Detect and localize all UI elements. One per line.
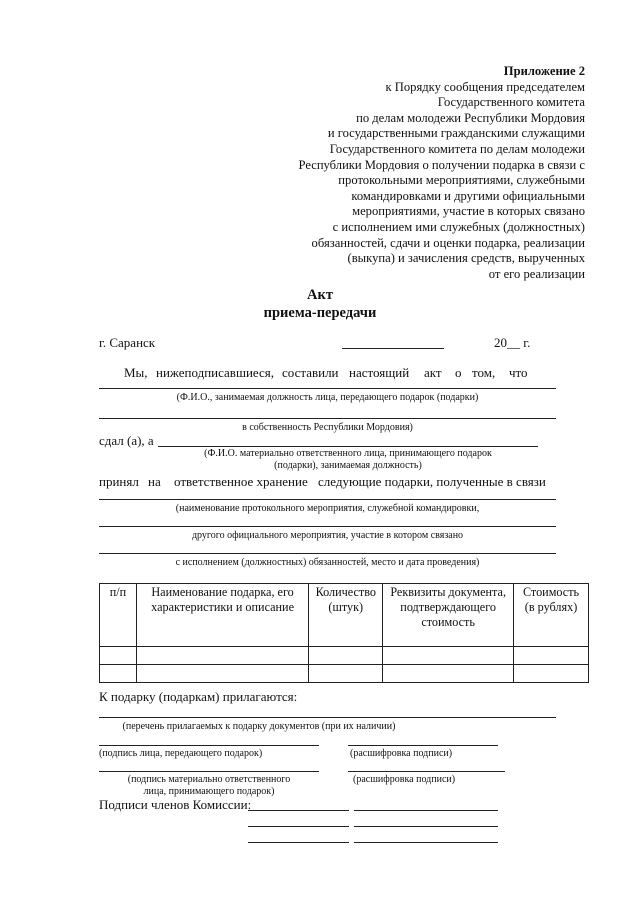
- accepted-word: ответственное хранение: [174, 474, 308, 489]
- appendix-line: Государственного комитета по делам молодежи: [329, 141, 585, 156]
- intro-word: настоящий: [349, 365, 410, 380]
- receiver-signature-field[interactable]: [99, 771, 319, 772]
- caption-transfer-signature: (подпись лица, передающего подарок): [99, 748, 263, 759]
- ownership-field[interactable]: [99, 418, 556, 419]
- appendix-line: и государственными гражданскими служащими: [327, 126, 585, 141]
- transfer-fio-field[interactable]: [99, 388, 556, 389]
- intro-word: о: [455, 365, 462, 380]
- appendix-line: командировками и другими официальными: [351, 188, 585, 203]
- table-cell[interactable]: [383, 665, 514, 683]
- commission-decode-field[interactable]: [354, 842, 498, 843]
- table-header-row: [100, 584, 589, 647]
- accepted-word: принял: [99, 474, 139, 489]
- header-cell-quantity: Количество (штук): [309, 584, 383, 647]
- commission-decode-field[interactable]: [354, 810, 498, 811]
- appendix-title: Приложение 2: [503, 64, 585, 78]
- appendix-line: по делам молодежи Республики Мордовия: [356, 110, 585, 125]
- table-cell[interactable]: [100, 665, 137, 683]
- event-field-3[interactable]: [99, 553, 556, 554]
- table-cell[interactable]: [100, 647, 137, 665]
- commission-signature-field[interactable]: [248, 826, 349, 827]
- appendix-line: протокольными мероприятиями, служебными: [338, 173, 585, 188]
- table-cell[interactable]: [514, 647, 589, 665]
- caption-receiver-signature-2: лица, принимающего подарок): [143, 786, 275, 797]
- table-cell[interactable]: [383, 647, 514, 665]
- receiver-fio-field[interactable]: [158, 446, 538, 447]
- table-row: [100, 647, 589, 665]
- intro-word: акт: [424, 365, 442, 380]
- receiver-decode-field[interactable]: [348, 771, 505, 772]
- table-cell[interactable]: [136, 665, 308, 683]
- accepted-word: следующие подарки, полученные в связи: [318, 474, 546, 489]
- caption-event-1: (наименование протокольного мероприятия, служебной командировки,: [175, 503, 480, 514]
- date-field[interactable]: [342, 348, 444, 349]
- appendix-header: [298, 64, 585, 282]
- event-field-2[interactable]: [99, 526, 556, 527]
- header-cell-name: Наименование подарка, его характеристики и описание: [136, 584, 308, 647]
- intro-word: составили: [282, 365, 339, 380]
- year-label: 20__ г.: [494, 335, 531, 350]
- table-cell[interactable]: [514, 665, 589, 683]
- act-title: Акт: [307, 287, 333, 303]
- transfer-decode-field[interactable]: [348, 745, 498, 746]
- appendix-line: Государственного комитета: [437, 95, 585, 110]
- caption-transfer-fio: (Ф.И.О., занимаемая должность лица, передающего подарок (подарки): [176, 392, 479, 403]
- accepted-word: на: [148, 474, 161, 489]
- event-field-1[interactable]: [99, 499, 556, 500]
- attached-label: К подарку (подаркам) прилагаются:: [99, 689, 298, 704]
- documents-field[interactable]: [99, 717, 556, 718]
- header-cell-number: п/п: [100, 584, 137, 647]
- header-cell-document: Реквизиты документа, подтверждающего стоимость: [383, 584, 514, 647]
- act-subtitle: приема-передачи: [263, 305, 377, 321]
- table-row: [100, 665, 589, 683]
- table-cell[interactable]: [309, 647, 383, 665]
- caption-receiver-decode: (расшифровка подписи): [353, 774, 456, 785]
- appendix-line: с исполнением ими служебных (должностных): [332, 219, 585, 234]
- appendix-line: к Порядку сообщения председателем: [385, 79, 585, 94]
- commission-decode-field[interactable]: [354, 826, 498, 827]
- commission-signature-field[interactable]: [248, 842, 349, 843]
- gifts-table: [99, 583, 589, 683]
- table-cell[interactable]: [309, 665, 383, 683]
- caption-documents: (перечень прилагаемых к подарку документов (при их наличии): [122, 721, 396, 732]
- appendix-line: мероприятиями, участие в которых связано: [352, 204, 585, 219]
- caption-receiver-signature-1: (подпись материально ответственного: [127, 774, 291, 785]
- appendix-line: (выкупа) и зачисления средств, вырученных: [347, 251, 585, 266]
- caption-receiver-fio-1: (Ф.И.О. материально ответственного лица, принимающего подарок: [204, 448, 492, 459]
- appendix-line: Республики Мордовия о получении подарка в связи с: [298, 157, 585, 172]
- intro-word: Мы,: [124, 365, 148, 380]
- caption-event-2: другого официального мероприятия, участие в котором связано: [191, 530, 464, 541]
- caption-transfer-decode: (расшифровка подписи): [350, 748, 453, 759]
- caption-ownership: в собственность Республики Мордовия): [242, 422, 413, 433]
- appendix-line: от его реализации: [488, 266, 585, 281]
- commission-signature-field[interactable]: [248, 810, 349, 811]
- caption-event-3: с исполнением (должностных) обязанностей, место и дата проведения): [175, 557, 480, 568]
- intro-word: нижеподписавшиеся,: [156, 365, 275, 380]
- handed-label: сдал (а), а: [99, 433, 154, 448]
- commission-label: Подписи членов Комиссии:: [99, 797, 252, 812]
- transfer-signature-field[interactable]: [99, 745, 319, 746]
- intro-word: что: [509, 365, 528, 380]
- appendix-line: обязанностей, сдачи и оценки подарка, реализации: [311, 235, 585, 250]
- caption-receiver-fio-2: (подарки), занимаемая должность): [274, 460, 422, 471]
- header-cell-cost: Стоимость (в рублях): [514, 584, 589, 647]
- intro-word: том,: [472, 365, 496, 380]
- city-label: г. Саранск: [99, 335, 156, 350]
- table-cell[interactable]: [136, 647, 308, 665]
